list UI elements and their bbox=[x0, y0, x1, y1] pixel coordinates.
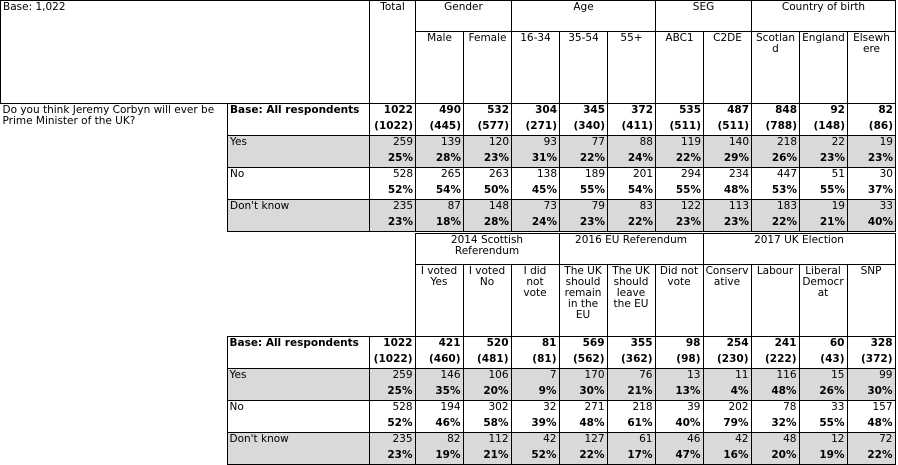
group-header-uk-election: 2017 UK Election bbox=[703, 234, 895, 265]
percent-cell: 13% bbox=[655, 385, 703, 401]
count-cell: 271 bbox=[559, 401, 607, 417]
col-header: I voted No bbox=[463, 265, 511, 337]
count-cell: 294 bbox=[656, 168, 704, 184]
col-header: 35-54 bbox=[560, 32, 608, 104]
percent-cell: (411) bbox=[608, 120, 656, 136]
percent-cell: 22% bbox=[847, 449, 895, 465]
count-cell: 218 bbox=[607, 401, 655, 417]
percent-cell: 19% bbox=[799, 449, 847, 465]
percent-cell: 50% bbox=[464, 184, 512, 200]
count-cell: 72 bbox=[847, 433, 895, 449]
count-cell: 139 bbox=[416, 136, 464, 152]
percent-cell: 21% bbox=[463, 449, 511, 465]
count-cell: 12 bbox=[799, 433, 847, 449]
percent-cell: 22% bbox=[559, 449, 607, 465]
percent-cell: 31% bbox=[512, 152, 560, 168]
count-cell: 22 bbox=[800, 136, 848, 152]
count-cell: 30 bbox=[848, 168, 896, 184]
percent-cell: 22% bbox=[608, 216, 656, 232]
count-cell: 194 bbox=[415, 401, 463, 417]
percent-cell: 35% bbox=[415, 385, 463, 401]
count-cell: 372 bbox=[608, 104, 656, 120]
percent-cell: 23% bbox=[560, 216, 608, 232]
col-header: Liberal Democrat bbox=[799, 265, 847, 337]
count-cell: 78 bbox=[751, 401, 799, 417]
count-cell: 116 bbox=[751, 369, 799, 385]
count-cell: 138 bbox=[512, 168, 560, 184]
count-cell: 528 bbox=[370, 168, 416, 184]
count-cell: 19 bbox=[800, 200, 848, 216]
percent-cell: 4% bbox=[703, 385, 751, 401]
percent-cell: 23% bbox=[800, 152, 848, 168]
percent-cell: 40% bbox=[848, 216, 896, 232]
percent-cell: 25% bbox=[369, 385, 415, 401]
count-cell: 113 bbox=[704, 200, 752, 216]
percent-cell: (230) bbox=[703, 353, 751, 369]
percent-cell: 24% bbox=[608, 152, 656, 168]
group-header-eu-referendum: 2016 EU Referendum bbox=[559, 234, 703, 265]
count-cell: 122 bbox=[656, 200, 704, 216]
group-header-seg: SEG bbox=[656, 1, 752, 32]
group-header-age: Age bbox=[512, 1, 656, 32]
count-cell: 119 bbox=[656, 136, 704, 152]
total-header: Total bbox=[370, 1, 416, 104]
col-header: Scotland bbox=[752, 32, 800, 104]
percent-cell: 20% bbox=[751, 449, 799, 465]
percent-cell: 20% bbox=[463, 385, 511, 401]
row-label: Don't know bbox=[227, 433, 369, 465]
percent-cell: 79% bbox=[703, 417, 751, 433]
percent-cell: 30% bbox=[559, 385, 607, 401]
percent-cell: 32% bbox=[751, 417, 799, 433]
col-header: I did not vote bbox=[511, 265, 559, 337]
col-header: C2DE bbox=[704, 32, 752, 104]
count-cell: 60 bbox=[799, 337, 847, 353]
percent-cell: 26% bbox=[752, 152, 800, 168]
col-header: I voted Yes bbox=[415, 265, 463, 337]
count-cell: 33 bbox=[799, 401, 847, 417]
percent-cell: 21% bbox=[800, 216, 848, 232]
count-cell: 19 bbox=[848, 136, 896, 152]
count-cell: 520 bbox=[463, 337, 511, 353]
count-cell: 83 bbox=[608, 200, 656, 216]
count-cell: 98 bbox=[655, 337, 703, 353]
crosstab-bottom bbox=[0, 233, 896, 465]
col-header: 16-34 bbox=[512, 32, 560, 104]
percent-cell: 22% bbox=[560, 152, 608, 168]
count-cell: 487 bbox=[704, 104, 752, 120]
col-header: 55+ bbox=[608, 32, 656, 104]
percent-cell: (81) bbox=[511, 353, 559, 369]
count-cell: 235 bbox=[370, 200, 416, 216]
percent-cell: (86) bbox=[848, 120, 896, 136]
percent-cell: (340) bbox=[560, 120, 608, 136]
count-cell: 157 bbox=[847, 401, 895, 417]
count-cell: 345 bbox=[560, 104, 608, 120]
percent-cell: 40% bbox=[655, 417, 703, 433]
count-cell: 146 bbox=[415, 369, 463, 385]
count-cell: 42 bbox=[511, 433, 559, 449]
count-cell: 140 bbox=[704, 136, 752, 152]
count-cell: 61 bbox=[607, 433, 655, 449]
percent-cell: 23% bbox=[656, 216, 704, 232]
row-label: No bbox=[227, 401, 369, 433]
count-cell: 73 bbox=[512, 200, 560, 216]
count-cell: 421 bbox=[415, 337, 463, 353]
percent-cell: 18% bbox=[416, 216, 464, 232]
count-cell: 218 bbox=[752, 136, 800, 152]
percent-cell: (562) bbox=[559, 353, 607, 369]
count-cell: 82 bbox=[415, 433, 463, 449]
count-cell: 170 bbox=[559, 369, 607, 385]
count-cell: 87 bbox=[416, 200, 464, 216]
crosstab-top bbox=[0, 0, 896, 232]
col-header: ABC1 bbox=[656, 32, 704, 104]
percent-cell: 23% bbox=[464, 152, 512, 168]
percent-cell: (445) bbox=[416, 120, 464, 136]
count-cell: 189 bbox=[560, 168, 608, 184]
count-cell: 355 bbox=[607, 337, 655, 353]
group-header-country: Country of birth bbox=[752, 1, 896, 32]
percent-cell: 47% bbox=[655, 449, 703, 465]
count-cell: 148 bbox=[464, 200, 512, 216]
count-cell: 241 bbox=[751, 337, 799, 353]
count-cell: 532 bbox=[464, 104, 512, 120]
percent-cell: 48% bbox=[847, 417, 895, 433]
count-cell: 7 bbox=[511, 369, 559, 385]
col-header: The UK should leave the EU bbox=[607, 265, 655, 337]
count-cell: 263 bbox=[464, 168, 512, 184]
count-cell: 93 bbox=[512, 136, 560, 152]
percent-cell: (222) bbox=[751, 353, 799, 369]
row-label: Yes bbox=[227, 369, 369, 401]
percent-cell: 58% bbox=[463, 417, 511, 433]
percent-cell: 54% bbox=[416, 184, 464, 200]
percent-cell: 55% bbox=[800, 184, 848, 200]
percent-cell: (271) bbox=[512, 120, 560, 136]
percent-cell: 61% bbox=[607, 417, 655, 433]
count-cell: 39 bbox=[655, 401, 703, 417]
count-cell: 1022 bbox=[370, 104, 416, 120]
percent-cell: 48% bbox=[559, 417, 607, 433]
count-cell: 304 bbox=[512, 104, 560, 120]
count-cell: 528 bbox=[369, 401, 415, 417]
percent-cell: (577) bbox=[464, 120, 512, 136]
percent-cell: 30% bbox=[847, 385, 895, 401]
percent-cell: 26% bbox=[799, 385, 847, 401]
percent-cell: 52% bbox=[370, 184, 416, 200]
percent-cell: 48% bbox=[704, 184, 752, 200]
percent-cell: 46% bbox=[415, 417, 463, 433]
percent-cell: 19% bbox=[415, 449, 463, 465]
count-cell: 99 bbox=[847, 369, 895, 385]
count-cell: 259 bbox=[369, 369, 415, 385]
row-label: Yes bbox=[228, 136, 370, 168]
count-cell: 92 bbox=[800, 104, 848, 120]
count-cell: 82 bbox=[848, 104, 896, 120]
count-cell: 127 bbox=[559, 433, 607, 449]
percent-cell: (460) bbox=[415, 353, 463, 369]
count-cell: 302 bbox=[463, 401, 511, 417]
percent-cell: (511) bbox=[656, 120, 704, 136]
question-text: Do you think Jeremy Corbyn will ever be Prime Minister of the UK? bbox=[1, 104, 228, 232]
col-header: Male bbox=[416, 32, 464, 104]
row-label: Base: All respondents bbox=[228, 104, 370, 136]
count-cell: 848 bbox=[752, 104, 800, 120]
col-header: Conservative bbox=[703, 265, 751, 337]
count-cell: 42 bbox=[703, 433, 751, 449]
percent-cell: (43) bbox=[799, 353, 847, 369]
col-header: Labour bbox=[751, 265, 799, 337]
count-cell: 13 bbox=[655, 369, 703, 385]
count-cell: 183 bbox=[752, 200, 800, 216]
col-header: SNP bbox=[847, 265, 895, 337]
percent-cell: 37% bbox=[848, 184, 896, 200]
percent-cell: 23% bbox=[369, 449, 415, 465]
percent-cell: 25% bbox=[370, 152, 416, 168]
percent-cell: (148) bbox=[800, 120, 848, 136]
count-cell: 33 bbox=[848, 200, 896, 216]
count-cell: 328 bbox=[847, 337, 895, 353]
count-cell: 265 bbox=[416, 168, 464, 184]
count-cell: 112 bbox=[463, 433, 511, 449]
count-cell: 48 bbox=[751, 433, 799, 449]
count-cell: 447 bbox=[752, 168, 800, 184]
percent-cell: 55% bbox=[656, 184, 704, 200]
count-cell: 202 bbox=[703, 401, 751, 417]
percent-cell: 23% bbox=[704, 216, 752, 232]
percent-cell: 23% bbox=[370, 216, 416, 232]
percent-cell: 24% bbox=[512, 216, 560, 232]
row-label: No bbox=[228, 168, 370, 200]
count-cell: 88 bbox=[608, 136, 656, 152]
percent-cell: (788) bbox=[752, 120, 800, 136]
group-header-scottish-referendum: 2014 Scottish Referendum bbox=[415, 234, 559, 265]
percent-cell: 21% bbox=[607, 385, 655, 401]
count-cell: 32 bbox=[511, 401, 559, 417]
col-header: England bbox=[800, 32, 848, 104]
count-cell: 490 bbox=[416, 104, 464, 120]
count-cell: 254 bbox=[703, 337, 751, 353]
count-cell: 76 bbox=[607, 369, 655, 385]
count-cell: 235 bbox=[369, 433, 415, 449]
count-cell: 120 bbox=[464, 136, 512, 152]
percent-cell: 52% bbox=[369, 417, 415, 433]
percent-cell: (1022) bbox=[370, 120, 416, 136]
percent-cell: 29% bbox=[704, 152, 752, 168]
percent-cell: (1022) bbox=[369, 353, 415, 369]
percent-cell: 48% bbox=[751, 385, 799, 401]
percent-cell: 55% bbox=[799, 417, 847, 433]
count-cell: 535 bbox=[656, 104, 704, 120]
count-cell: 77 bbox=[560, 136, 608, 152]
percent-cell: 53% bbox=[752, 184, 800, 200]
count-cell: 46 bbox=[655, 433, 703, 449]
percent-cell: 54% bbox=[608, 184, 656, 200]
count-cell: 15 bbox=[799, 369, 847, 385]
percent-cell: 23% bbox=[848, 152, 896, 168]
group-header-gender: Gender bbox=[416, 1, 512, 32]
row-label: Base: All respondents bbox=[227, 337, 369, 369]
percent-cell: 28% bbox=[464, 216, 512, 232]
count-cell: 106 bbox=[463, 369, 511, 385]
count-cell: 51 bbox=[800, 168, 848, 184]
col-header: Elsewhere bbox=[848, 32, 896, 104]
percent-cell: (511) bbox=[704, 120, 752, 136]
col-header: Did not vote bbox=[655, 265, 703, 337]
count-cell: 1022 bbox=[369, 337, 415, 353]
percent-cell: (98) bbox=[655, 353, 703, 369]
col-header: Female bbox=[464, 32, 512, 104]
percent-cell: (372) bbox=[847, 353, 895, 369]
count-cell: 259 bbox=[370, 136, 416, 152]
percent-cell: 17% bbox=[607, 449, 655, 465]
percent-cell: 9% bbox=[511, 385, 559, 401]
percent-cell: 39% bbox=[511, 417, 559, 433]
percent-cell: 22% bbox=[656, 152, 704, 168]
percent-cell: 16% bbox=[703, 449, 751, 465]
count-cell: 11 bbox=[703, 369, 751, 385]
base-text: Base: 1,022 bbox=[1, 1, 370, 104]
count-cell: 569 bbox=[559, 337, 607, 353]
percent-cell: 22% bbox=[752, 216, 800, 232]
count-cell: 79 bbox=[560, 200, 608, 216]
percent-cell: 28% bbox=[416, 152, 464, 168]
percent-cell: 45% bbox=[512, 184, 560, 200]
row-label: Don't know bbox=[228, 200, 370, 232]
count-cell: 201 bbox=[608, 168, 656, 184]
col-header: The UK should remain in the EU bbox=[559, 265, 607, 337]
percent-cell: 55% bbox=[560, 184, 608, 200]
count-cell: 81 bbox=[511, 337, 559, 353]
percent-cell: (481) bbox=[463, 353, 511, 369]
count-cell: 234 bbox=[704, 168, 752, 184]
percent-cell: 52% bbox=[511, 449, 559, 465]
percent-cell: (362) bbox=[607, 353, 655, 369]
